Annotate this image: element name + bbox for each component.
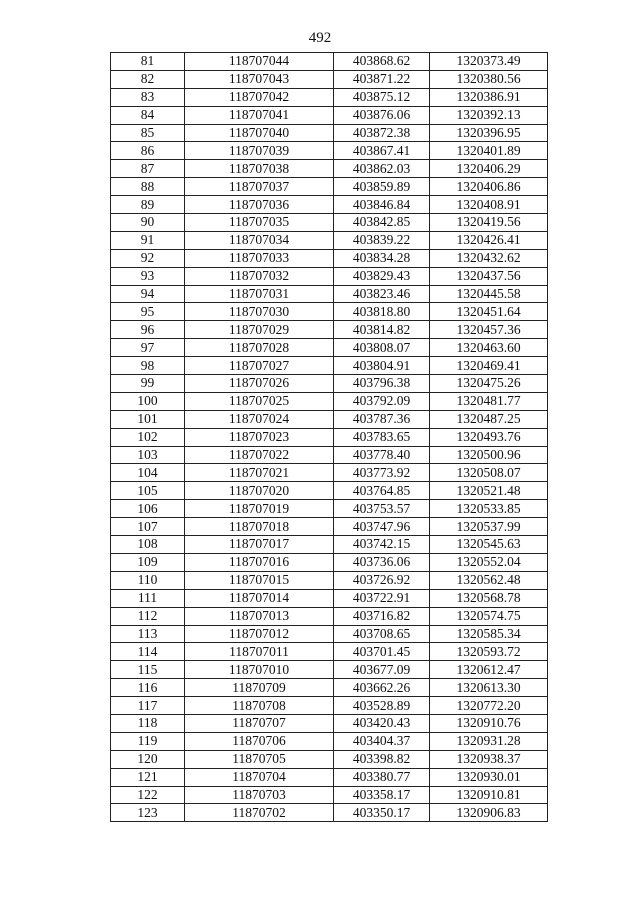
- x-coordinate-cell: 403398.82: [334, 750, 430, 768]
- point-id-cell: 118707017: [185, 536, 334, 554]
- x-coordinate-cell: 403753.57: [334, 500, 430, 518]
- table-row: [111, 124, 548, 142]
- y-coordinate-cell: 1320552.04: [430, 553, 548, 571]
- table-row: [111, 589, 548, 607]
- point-id-cell: 118707022: [185, 446, 334, 464]
- point-id-cell: 118707035: [185, 214, 334, 232]
- table-row: [111, 732, 548, 750]
- table-row: [111, 625, 548, 643]
- y-coordinate-cell: 1320930.01: [430, 768, 548, 786]
- row-number-cell: 122: [111, 786, 185, 804]
- x-coordinate-cell: 403872.38: [334, 124, 430, 142]
- y-coordinate-cell: 1320457.36: [430, 321, 548, 339]
- point-id-cell: 11870703: [185, 786, 334, 804]
- x-coordinate-cell: 403708.65: [334, 625, 430, 643]
- row-number-cell: 82: [111, 70, 185, 88]
- y-coordinate-cell: 1320593.72: [430, 643, 548, 661]
- y-coordinate-cell: 1320500.96: [430, 446, 548, 464]
- table-row: [111, 571, 548, 589]
- x-coordinate-cell: 403662.26: [334, 679, 430, 697]
- row-number-cell: 101: [111, 410, 185, 428]
- y-coordinate-cell: 1320426.41: [430, 231, 548, 249]
- table-row: [111, 679, 548, 697]
- row-number-cell: 107: [111, 518, 185, 536]
- point-id-cell: 118707033: [185, 249, 334, 267]
- row-number-cell: 92: [111, 249, 185, 267]
- x-coordinate-cell: 403358.17: [334, 786, 430, 804]
- point-id-cell: 118707025: [185, 392, 334, 410]
- table-row: [111, 750, 548, 768]
- point-id-cell: 118707027: [185, 357, 334, 375]
- x-coordinate-cell: 403778.40: [334, 446, 430, 464]
- point-id-cell: 118707010: [185, 661, 334, 679]
- table-row: [111, 249, 548, 267]
- point-id-cell: 118707031: [185, 285, 334, 303]
- x-coordinate-cell: 403875.12: [334, 88, 430, 106]
- x-coordinate-cell: 403528.89: [334, 697, 430, 715]
- y-coordinate-cell: 1320481.77: [430, 392, 548, 410]
- point-id-cell: 11870704: [185, 768, 334, 786]
- point-id-cell: 11870706: [185, 732, 334, 750]
- table-row: [111, 786, 548, 804]
- point-id-cell: 118707030: [185, 303, 334, 321]
- point-id-cell: 118707012: [185, 625, 334, 643]
- x-coordinate-cell: 403818.80: [334, 303, 430, 321]
- x-coordinate-cell: 403742.15: [334, 536, 430, 554]
- y-coordinate-cell: 1320508.07: [430, 464, 548, 482]
- y-coordinate-cell: 1320574.75: [430, 607, 548, 625]
- row-number-cell: 111: [111, 589, 185, 607]
- row-number-cell: 110: [111, 571, 185, 589]
- x-coordinate-cell: 403726.92: [334, 571, 430, 589]
- table-row: [111, 697, 548, 715]
- y-coordinate-cell: 1320537.99: [430, 518, 548, 536]
- x-coordinate-cell: 403829.43: [334, 267, 430, 285]
- x-coordinate-cell: 403380.77: [334, 768, 430, 786]
- table-row: [111, 267, 548, 285]
- y-coordinate-cell: 1320469.41: [430, 357, 548, 375]
- point-id-cell: 118707023: [185, 428, 334, 446]
- row-number-cell: 102: [111, 428, 185, 446]
- point-id-cell: 118707026: [185, 375, 334, 393]
- y-coordinate-cell: 1320386.91: [430, 88, 548, 106]
- table-row: [111, 196, 548, 214]
- table-row: [111, 464, 548, 482]
- x-coordinate-cell: 403722.91: [334, 589, 430, 607]
- x-coordinate-cell: 403716.82: [334, 607, 430, 625]
- y-coordinate-cell: 1320613.30: [430, 679, 548, 697]
- y-coordinate-cell: 1320612.47: [430, 661, 548, 679]
- row-number-cell: 118: [111, 714, 185, 732]
- table-row: [111, 536, 548, 554]
- table-row: [111, 446, 548, 464]
- table-row: [111, 285, 548, 303]
- point-id-cell: 118707041: [185, 106, 334, 124]
- page-number: 492: [308, 30, 332, 46]
- row-number-cell: 113: [111, 625, 185, 643]
- table-row: [111, 70, 548, 88]
- x-coordinate-cell: 403862.03: [334, 160, 430, 178]
- y-coordinate-cell: 1320396.95: [430, 124, 548, 142]
- y-coordinate-cell: 1320772.20: [430, 697, 548, 715]
- table-row: [111, 482, 548, 500]
- y-coordinate-cell: 1320419.56: [430, 214, 548, 232]
- x-coordinate-cell: 403859.89: [334, 178, 430, 196]
- y-coordinate-cell: 1320938.37: [430, 750, 548, 768]
- row-number-cell: 106: [111, 500, 185, 518]
- y-coordinate-cell: 1320373.49: [430, 53, 548, 71]
- table-row: [111, 178, 548, 196]
- point-id-cell: 118707028: [185, 339, 334, 357]
- row-number-cell: 84: [111, 106, 185, 124]
- point-id-cell: 11870705: [185, 750, 334, 768]
- point-id-cell: 118707042: [185, 88, 334, 106]
- table-row: [111, 142, 548, 160]
- row-number-cell: 109: [111, 553, 185, 571]
- row-number-cell: 98: [111, 357, 185, 375]
- y-coordinate-cell: 1320463.60: [430, 339, 548, 357]
- x-coordinate-cell: 403823.46: [334, 285, 430, 303]
- point-id-cell: 118707032: [185, 267, 334, 285]
- row-number-cell: 123: [111, 804, 185, 822]
- y-coordinate-cell: 1320406.29: [430, 160, 548, 178]
- row-number-cell: 87: [111, 160, 185, 178]
- x-coordinate-cell: 403350.17: [334, 804, 430, 822]
- y-coordinate-cell: 1320487.25: [430, 410, 548, 428]
- table-row: [111, 106, 548, 124]
- y-coordinate-cell: 1320437.56: [430, 267, 548, 285]
- point-id-cell: 118707013: [185, 607, 334, 625]
- table-row: [111, 88, 548, 106]
- row-number-cell: 86: [111, 142, 185, 160]
- table-row: [111, 231, 548, 249]
- row-number-cell: 95: [111, 303, 185, 321]
- x-coordinate-cell: 403792.09: [334, 392, 430, 410]
- table-row: [111, 321, 548, 339]
- point-id-cell: 118707019: [185, 500, 334, 518]
- row-number-cell: 105: [111, 482, 185, 500]
- row-number-cell: 88: [111, 178, 185, 196]
- x-coordinate-cell: 403783.65: [334, 428, 430, 446]
- point-id-cell: 118707040: [185, 124, 334, 142]
- table-row: [111, 392, 548, 410]
- y-coordinate-cell: 1320545.63: [430, 536, 548, 554]
- y-coordinate-cell: 1320475.26: [430, 375, 548, 393]
- x-coordinate-cell: 403764.85: [334, 482, 430, 500]
- row-number-cell: 91: [111, 231, 185, 249]
- table-row: [111, 714, 548, 732]
- row-number-cell: 85: [111, 124, 185, 142]
- y-coordinate-cell: 1320568.78: [430, 589, 548, 607]
- row-number-cell: 121: [111, 768, 185, 786]
- row-number-cell: 97: [111, 339, 185, 357]
- point-id-cell: 118707018: [185, 518, 334, 536]
- y-coordinate-cell: 1320585.34: [430, 625, 548, 643]
- row-number-cell: 89: [111, 196, 185, 214]
- point-id-cell: 118707011: [185, 643, 334, 661]
- row-number-cell: 120: [111, 750, 185, 768]
- x-coordinate-cell: 403876.06: [334, 106, 430, 124]
- table-row: [111, 339, 548, 357]
- y-coordinate-cell: 1320406.86: [430, 178, 548, 196]
- point-id-cell: 118707016: [185, 553, 334, 571]
- point-id-cell: 118707037: [185, 178, 334, 196]
- point-id-cell: 11870707: [185, 714, 334, 732]
- x-coordinate-cell: 403867.41: [334, 142, 430, 160]
- x-coordinate-cell: 403808.07: [334, 339, 430, 357]
- table-row: [111, 375, 548, 393]
- y-coordinate-cell: 1320408.91: [430, 196, 548, 214]
- table-row: [111, 500, 548, 518]
- point-id-cell: 118707024: [185, 410, 334, 428]
- table-row: [111, 428, 548, 446]
- row-number-cell: 100: [111, 392, 185, 410]
- x-coordinate-cell: 403701.45: [334, 643, 430, 661]
- point-id-cell: 118707029: [185, 321, 334, 339]
- row-number-cell: 117: [111, 697, 185, 715]
- row-number-cell: 108: [111, 536, 185, 554]
- x-coordinate-cell: 403868.62: [334, 53, 430, 71]
- point-id-cell: 118707015: [185, 571, 334, 589]
- point-id-cell: 11870702: [185, 804, 334, 822]
- table-row: [111, 643, 548, 661]
- x-coordinate-cell: 403773.92: [334, 464, 430, 482]
- y-coordinate-cell: 1320533.85: [430, 500, 548, 518]
- point-id-cell: 118707044: [185, 53, 334, 71]
- y-coordinate-cell: 1320910.76: [430, 714, 548, 732]
- point-id-cell: 118707014: [185, 589, 334, 607]
- y-coordinate-cell: 1320451.64: [430, 303, 548, 321]
- table-row: [111, 804, 548, 822]
- x-coordinate-cell: 403420.43: [334, 714, 430, 732]
- row-number-cell: 90: [111, 214, 185, 232]
- x-coordinate-cell: 403747.96: [334, 518, 430, 536]
- coordinates-table-body: [111, 53, 548, 822]
- table-row: [111, 553, 548, 571]
- row-number-cell: 103: [111, 446, 185, 464]
- point-id-cell: 118707034: [185, 231, 334, 249]
- x-coordinate-cell: 403736.06: [334, 553, 430, 571]
- y-coordinate-cell: 1320493.76: [430, 428, 548, 446]
- point-id-cell: 118707038: [185, 160, 334, 178]
- row-number-cell: 116: [111, 679, 185, 697]
- point-id-cell: 11870709: [185, 679, 334, 697]
- row-number-cell: 93: [111, 267, 185, 285]
- row-number-cell: 96: [111, 321, 185, 339]
- row-number-cell: 119: [111, 732, 185, 750]
- coordinates-table: [110, 52, 548, 822]
- point-id-cell: 11870708: [185, 697, 334, 715]
- row-number-cell: 94: [111, 285, 185, 303]
- x-coordinate-cell: 403846.84: [334, 196, 430, 214]
- x-coordinate-cell: 403814.82: [334, 321, 430, 339]
- point-id-cell: 118707020: [185, 482, 334, 500]
- y-coordinate-cell: 1320445.58: [430, 285, 548, 303]
- row-number-cell: 104: [111, 464, 185, 482]
- y-coordinate-cell: 1320432.62: [430, 249, 548, 267]
- x-coordinate-cell: 403842.85: [334, 214, 430, 232]
- table-row: [111, 214, 548, 232]
- y-coordinate-cell: 1320380.56: [430, 70, 548, 88]
- table-row: [111, 410, 548, 428]
- table-row: [111, 518, 548, 536]
- y-coordinate-cell: 1320931.28: [430, 732, 548, 750]
- row-number-cell: 114: [111, 643, 185, 661]
- y-coordinate-cell: 1320906.83: [430, 804, 548, 822]
- table-row: [111, 357, 548, 375]
- x-coordinate-cell: 403787.36: [334, 410, 430, 428]
- y-coordinate-cell: 1320392.13: [430, 106, 548, 124]
- x-coordinate-cell: 403839.22: [334, 231, 430, 249]
- row-number-cell: 83: [111, 88, 185, 106]
- table-row: [111, 160, 548, 178]
- row-number-cell: 112: [111, 607, 185, 625]
- point-id-cell: 118707036: [185, 196, 334, 214]
- table-row: [111, 53, 548, 71]
- y-coordinate-cell: 1320910.81: [430, 786, 548, 804]
- y-coordinate-cell: 1320401.89: [430, 142, 548, 160]
- table-row: [111, 303, 548, 321]
- table-row: [111, 768, 548, 786]
- x-coordinate-cell: 403404.37: [334, 732, 430, 750]
- x-coordinate-cell: 403834.28: [334, 249, 430, 267]
- x-coordinate-cell: 403796.38: [334, 375, 430, 393]
- y-coordinate-cell: 1320562.48: [430, 571, 548, 589]
- x-coordinate-cell: 403677.09: [334, 661, 430, 679]
- y-coordinate-cell: 1320521.48: [430, 482, 548, 500]
- table-row: [111, 607, 548, 625]
- x-coordinate-cell: 403804.91: [334, 357, 430, 375]
- point-id-cell: 118707043: [185, 70, 334, 88]
- row-number-cell: 99: [111, 375, 185, 393]
- row-number-cell: 81: [111, 53, 185, 71]
- row-number-cell: 115: [111, 661, 185, 679]
- point-id-cell: 118707021: [185, 464, 334, 482]
- table-row: [111, 661, 548, 679]
- point-id-cell: 118707039: [185, 142, 334, 160]
- x-coordinate-cell: 403871.22: [334, 70, 430, 88]
